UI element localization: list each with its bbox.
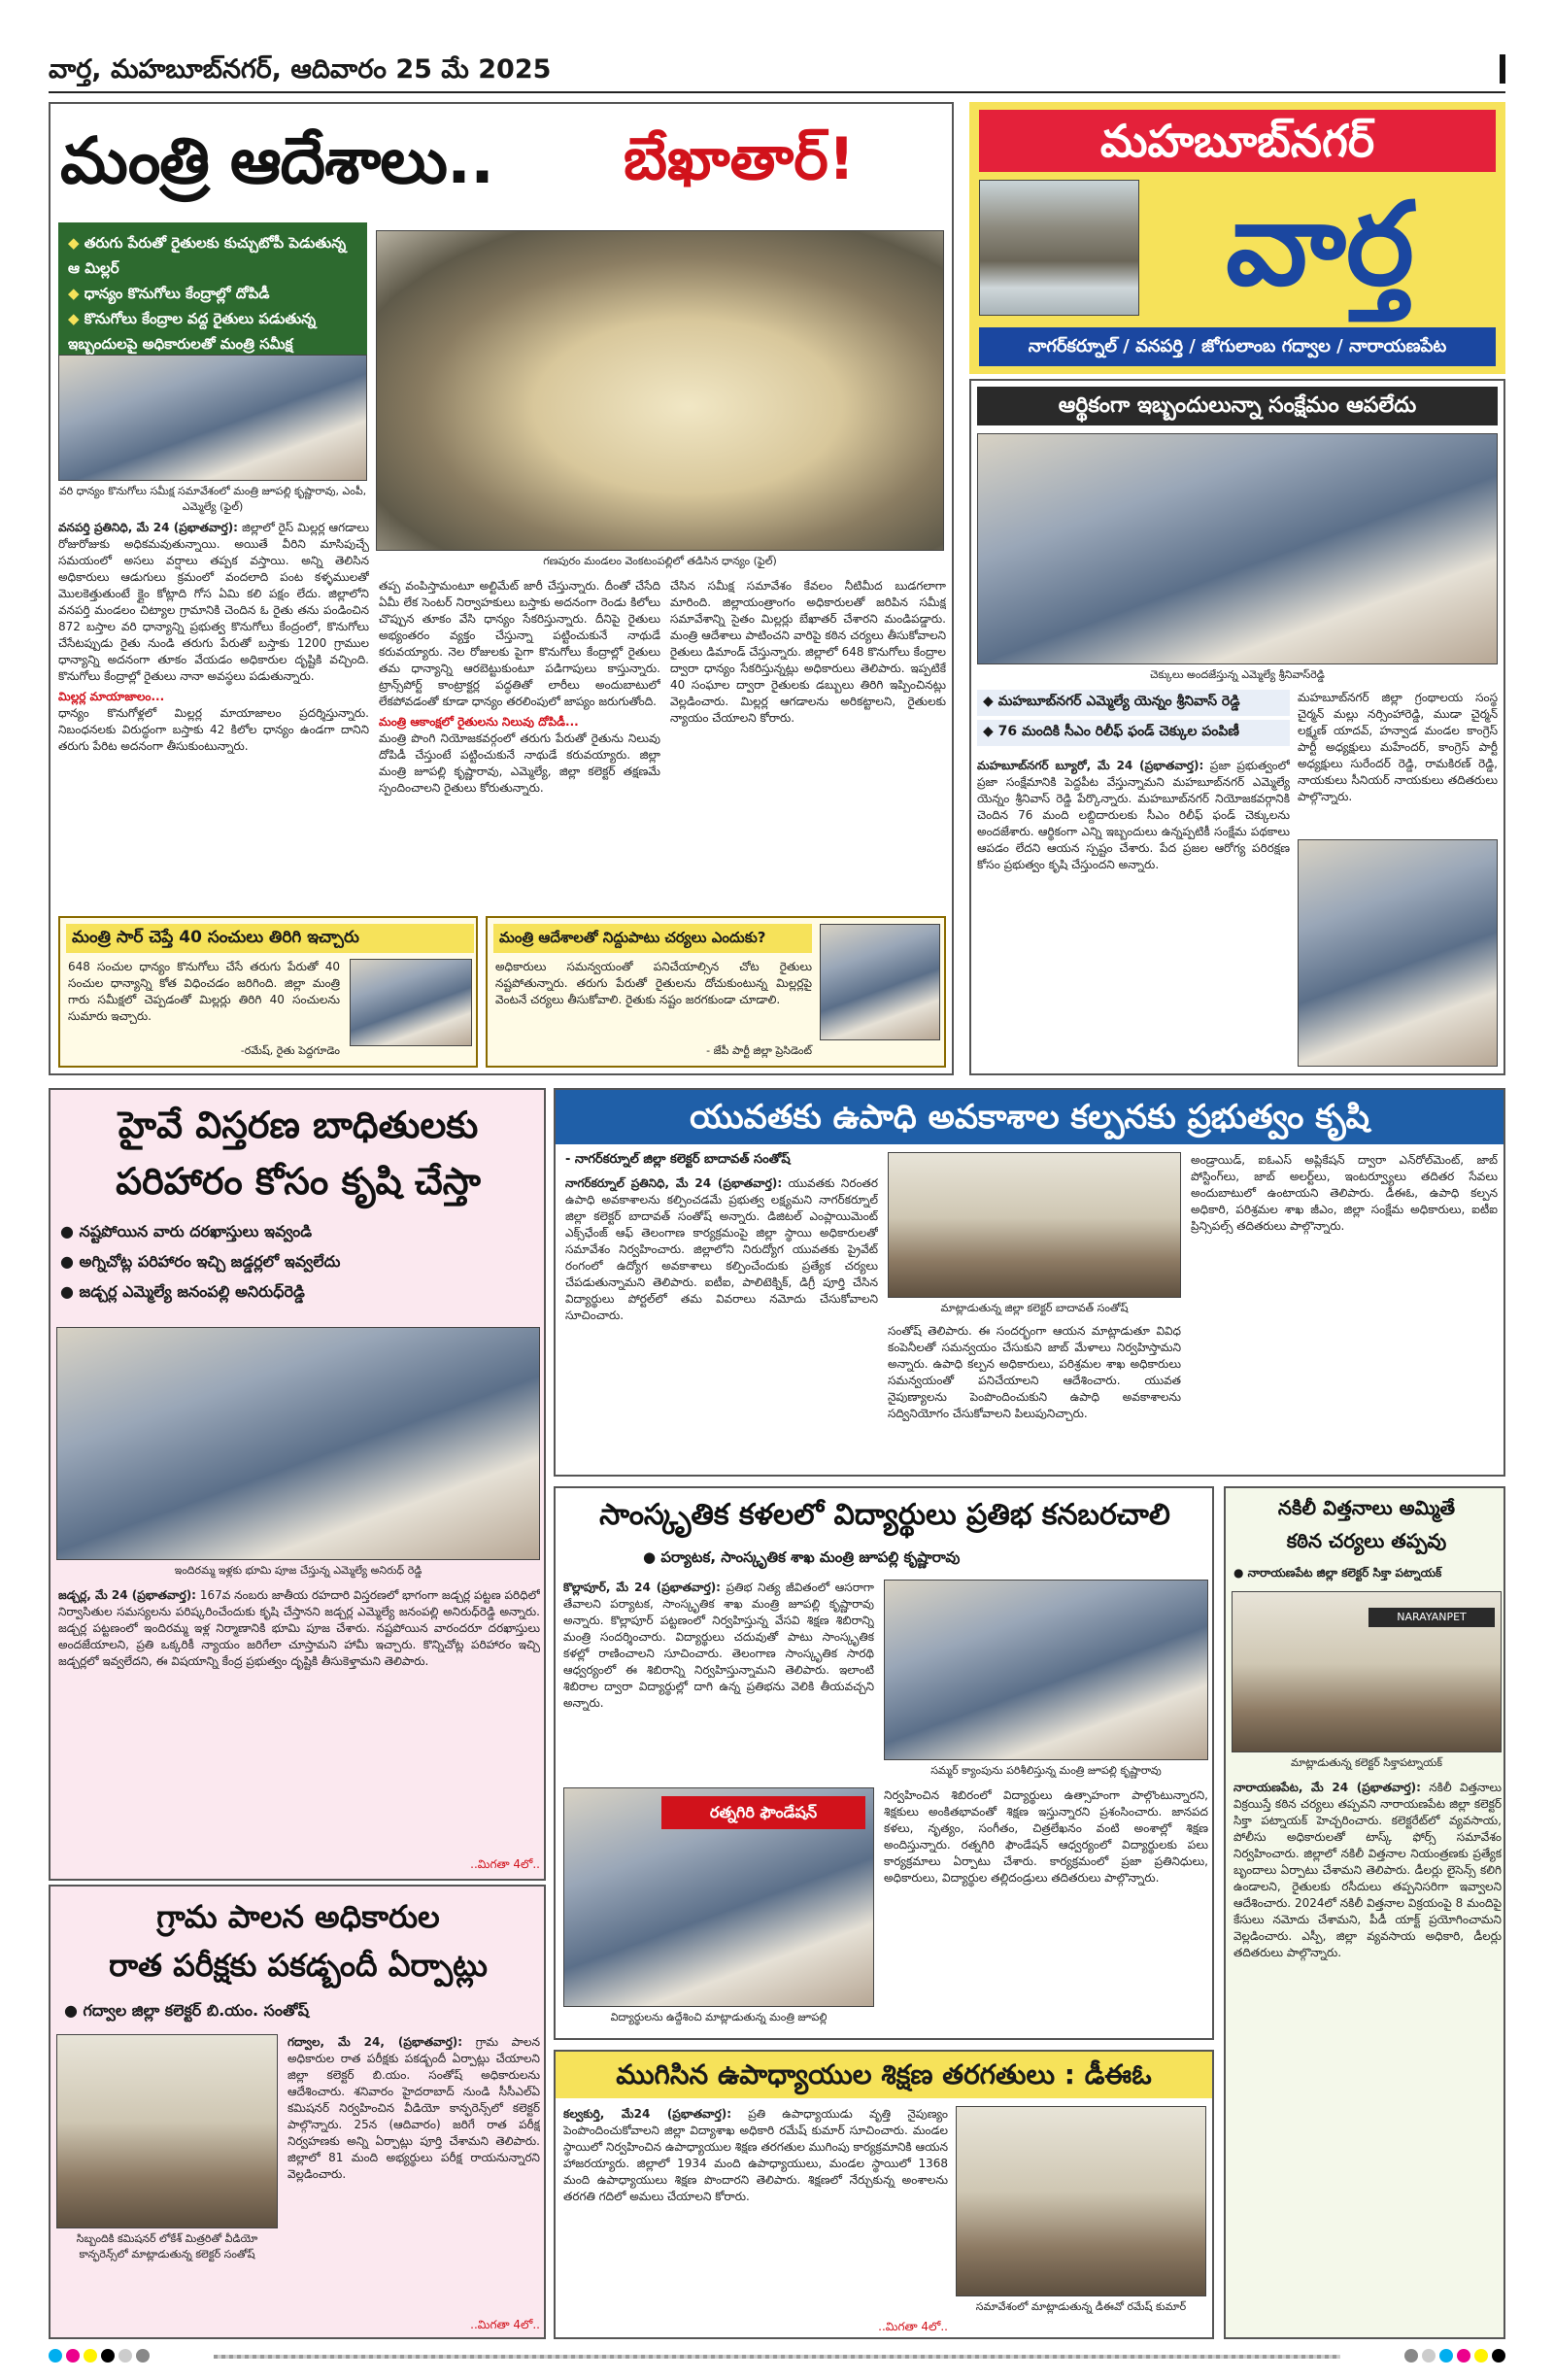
story6-photo-camp bbox=[884, 1580, 1208, 1760]
story6-bullet: ● పర్యాటక, సాంస్కృతిక శాఖ మంత్రి జూపల్లి కృష్ణారావు bbox=[643, 1548, 961, 1566]
story4-text: గ్రామ పాలన అధికారుల రాత పరీక్షకు పకడ్బందీ ఏర్పాట్లు చేయాలని జిల్లా కలెక్టర్ బి.యం. సంతోష్ అధికారులను ఆదేశించారు. శనివారం హైదరాబాద్ నుండి సీసీఎల్ఏ కమిషనర్ నిర్వహించిన వీడియో కాన్ఫరెన్స్‌లో కలెక్టర్ పాల్గొన్నారు. 25న (ఆదివారం) జరిగే రాత పరీక్ష నిర్వహణకు అన్ని ఏర్పాట్లు పూర్తి చేశామని తెలిపారు. జిల్లాలో 81 మంది అభ్యర్థులు పరీక్ష రాయనున్నారని వెల్లడించారు. bbox=[287, 2035, 540, 2181]
supplement-masthead bbox=[969, 102, 1505, 374]
story3-jump: ..మిగతా 4లో.. bbox=[470, 1857, 540, 1871]
story1-col2-text: తప్ప వంపిస్తామంటూ అల్టిమేట్ జారీ చేస్తున్నారు. దీంతో చేసేది ఏమీ లేక సెంటర్ నిర్వాహకులు బస్తాకు అదనంగా రెండు కిలోలు చొప్పున తూకం వేసి ధాన్యం సేకరిస్తున్నారు. దీనిపై రైతులు అభ్యంతరం వ్యక్తం చేస్తున్నా పట్టించుకునే నాథుడే కరువయ్యారు. నెల రోజులకు పైగా కొనుగోలు కేంద్రాల్లో రైతులు తమ ధాన్యాన్ని ఆరబెట్టుకుంటూ పడిగాపులు కాస్తున్నారు. ట్రాన్స్‌పోర్ట్ కాంట్రాక్టర్ల పద్ధతితో లారీలు అందుబాటులో లేకపోవడంతో కూడా ధాన్యం తరలింపులో జాప్యం జరుగుతోంది. bbox=[379, 579, 660, 708]
story2-column-2: మహబూబ్‌నగర్ జిల్లా గ్రంథాలయ సంస్థ చైర్మన్ మల్లు నర్సింహారెడ్డి, ముడా చైర్మన్ లక్ష్మణ్ యాదవ్, హన్వాడ మండల కాంగ్రెస్ పార్టీ అధ్యక్షులు మహేందర్, కాంగ్రెస్ పార్టీ అధ్యక్షులు సురేందర్ రెడ్డి, రామకిరణ్ రెడ్డి, నాయకులు సీనియర్ నాయకులు తదితరులు పాల్గొన్నారు. bbox=[1298, 691, 1498, 803]
story1-column-1 bbox=[58, 520, 369, 904]
quote2-text: అధికారులు సమన్వయంతో పనిచేయాల్సిన చోట రైతులు నష్టపోతున్నారు. తరుగు పేరుతో రైతులను దోచుకుంటున్న మిల్లర్లపై వెంటనే చర్యలు తీసుకోవాలి. రైతుకు నష్టం జరగకుండా చూడాలి. bbox=[495, 960, 812, 1006]
story6-headline: సాంస్కృతిక కళలలో విద్యార్థులు ప్రతిభ కనబరచాలి bbox=[599, 1498, 1170, 1532]
reg-dot-cyan bbox=[49, 2349, 62, 2363]
story5-column-1 bbox=[565, 1175, 878, 1467]
quote2-signature: - జేపీ పార్టీ జిల్లా ప్రెసిడెంట్ bbox=[706, 1044, 812, 1057]
story8-dateline: నారాయణపేట, మే 24 (ప్రభాతవార్త): bbox=[1233, 1781, 1421, 1794]
story1-bullet-3: ◆ కొనుగోలు కేంద్రాల వద్ద రైతులు పడుతున్న ఇబ్బందులపై అధికారులతో మంత్రి సమీక్ష bbox=[68, 310, 317, 353]
story5-photo-caption: మాట్లాడుతున్న జిల్లా కలెక్టర్ బాదావత్ సంతోష్ bbox=[940, 1302, 1129, 1314]
story4-bullet: ● గద్వాల జిల్లా కలెక్టర్ బి.యం. సంతోష్ bbox=[64, 2001, 309, 2020]
page-masthead bbox=[49, 49, 1505, 93]
story4-photo bbox=[56, 2034, 278, 2228]
story5-photo bbox=[888, 1152, 1181, 1298]
story1-photo-grain bbox=[376, 230, 944, 551]
story6-column-1 bbox=[563, 1580, 874, 1780]
story5-column-2: సంతోష్ తెలిపారు. ఈ సందర్భంగా ఆయన మాట్లాడుతూ వివిధ కంపెనీలతో సమన్వయం చేసుకుని జాబ్ మేళాలు నిర్వహిస్తామని అన్నారు. ఉపాధి కల్పన అధికారులు, పరిశ్రమల శాఖ అధికారులు సమన్వయంతో పనిచేయాలని ఆదేశించారు. యువత నైపుణ్యాలను పెంపొందించుకుని ఉపాధి అవకాశాలను సద్వినియోగం చేసుకోవాలని పిలుపునిచ్చారు. bbox=[888, 1324, 1181, 1420]
story-welfare bbox=[969, 379, 1505, 1075]
story1-col1-text: జిల్లాలో రైస్ మిల్లర్ల ఆగడాలు రోజురోజుకు అధికమవుతున్నాయి. అయితే వీరిని మాసిపుచ్చే సమయంలో అసలు వర్షాలు తప్పక వస్తాయి. అన్ని తెలిసిన అధికారులు ఆడుగులు క్రమంలో వందలాది పంట కళ్ళములతో మొలకెత్తుతుంటే క్లైం కోట్లాది గోస ఏమి కలి పక్షం లేదు. జిల్లాలోని వనపర్తి మండలం చిట్యాల గ్రామానికి చెందిన ఓ రైతు తను పండించిన 872 బస్తాల వరి ధాన్యాన్ని ప్రభుత్వ కొనుగోలు కేంద్రంలో, కొనుగోలు చేసేటప్పుడు రైతు నుండి తరుగు పేరుతో బస్తాకు 1200 గ్రాముల ధాన్యాన్ని అదనంగా తూకం వేయడం అధికారుల దృష్టికి వచ్చింది. కొనుగోలు కేంద్రాల్లో రైతులు నానా అవస్థలు పడుతున్నారు. bbox=[58, 521, 369, 683]
story-fake-seeds bbox=[1224, 1486, 1505, 2339]
reg-dot-dark-grey-r bbox=[1404, 2349, 1418, 2363]
story3-body bbox=[58, 1587, 540, 1855]
story4-photo-caption: సిబ్బందికి కమిషనర్ లోకేశ్ మిత్రరితో వీడియో కాన్ఫరెన్స్‌లో మాట్లాడుతున్న కలెక్టర్ సంతోష్ bbox=[76, 2232, 258, 2261]
reg-dot-dark-grey bbox=[136, 2349, 150, 2363]
quote1-title: మంత్రి సార్ చెప్తే 40 సంచులు తిరిగి ఇచ్చారు bbox=[66, 924, 474, 953]
story1-col1-subhead: మిల్లర్ల మాయాజాలం... bbox=[58, 690, 165, 703]
story3-dateline: జడ్చర్ల, మే 24 (ప్రభాతవార్త): bbox=[58, 1588, 196, 1602]
story6-photo2-caption: సమ్మర్ క్యాంపును పరిశీలిస్తున్న మంత్రి జూపల్లి కృష్ణారావు bbox=[930, 1764, 1162, 1777]
reg-dot-grey-r bbox=[1422, 2349, 1436, 2363]
story4-body bbox=[287, 2034, 540, 2267]
story3-headline-line2: పరిహారం కోసం కృషి చేస్తా bbox=[116, 1160, 481, 1203]
story-village-exam bbox=[49, 1885, 546, 2339]
story8-headline-line2: కఠిన చర్యలు తప్పవు bbox=[1286, 1529, 1447, 1552]
story2-photo-cheques bbox=[977, 433, 1498, 664]
story6-photo1-caption: విద్యార్థులను ఉద్దేశించి మాట్లాడుతున్న మంత్రి జూపల్లి bbox=[610, 2011, 828, 2023]
story8-photo-sign: NARAYANPET bbox=[1368, 1608, 1495, 1627]
story1-column-2 bbox=[379, 578, 660, 928]
story7-headline: ముగిసిన ఉపాధ్యాయుల శిక్షణ తరగతులు : డీఈఓ bbox=[556, 2052, 1212, 2098]
story3-photo bbox=[56, 1327, 540, 1560]
story1-col2b-text: మంత్రి పొంగి నియోజకవర్గంలో తరుగు పేరుతో రైతును నిలువు దోపిడీ చేస్తుంటే పట్టించుకునే నాథుడే కరువయ్యారు. జిల్లా మంత్రి జూపల్లి కృష్ణారావు, ఎమ్మెల్యే, జిల్లా కలెక్టర్ తక్షణమే స్పందించాలని రైతులు కోరుతున్నారు. bbox=[379, 731, 660, 795]
story2-bullet-1: ◆ మహబూబ్‌నగర్ ఎమ్మెల్యే యెన్నం శ్రీనివాస్ రెడ్డి bbox=[977, 690, 1290, 716]
story4-headline-line2: రాత పరీక్షకు పకడ్బందీ ఏర్పాట్లు bbox=[109, 1947, 488, 1984]
story7-body bbox=[563, 2106, 948, 2322]
story1-col1b-text: ధాన్యం కొనుగోళ్లలో మిల్లర్ల మాయాజాలం ప్రదర్శిస్తున్నారు. నిబంధనలకు విరుద్ధంగా బస్తాకు 42 కిలోల ధాన్యం ఉండగా దానిని తరుగు పేరిట అదనంగా తీసుకుంటున్నారు. bbox=[58, 706, 369, 753]
reg-dot-black-r bbox=[1492, 2349, 1505, 2363]
story4-dateline: గద్వాల, మే 24, (ప్రభాతవార్త): bbox=[287, 2035, 463, 2049]
story5-dateline: నాగర్‌కర్నూల్ ప్రతినిధి, మే 24 (ప్రభాతవార్త): bbox=[565, 1176, 783, 1190]
story1-dateline: వనపర్తి ప్రతినిధి, మే 24 (ప్రభాతవార్త): bbox=[58, 521, 238, 534]
story1-bullet-1: ◆ తరుగు పేరుతో రైతులకు కుచ్చుటోపీ పెడుతున్న ఆ మిల్లర్ bbox=[68, 234, 347, 277]
reg-dot-grey bbox=[118, 2349, 132, 2363]
supplement-title-big: వార్త bbox=[1226, 177, 1414, 311]
story1-leader-quote bbox=[486, 916, 946, 1068]
story8-body bbox=[1233, 1780, 1502, 2329]
story3-bullet-1: ● నష్టపోయిన వారు దరఖాస్తులు ఇవ్వండి bbox=[60, 1222, 313, 1241]
story1-photo1-caption: వరి ధాన్యం కొనుగోలు సమీక్ష సమావేశంలో మంత్రి జూపల్లి కృష్ణారావు, ఎంపీ, ఎమ్మెల్యే (ఫైల్) bbox=[58, 485, 367, 513]
story2-dateline: మహబూబ్‌నగర్ బ్యూరో, మే 24 (ప్రభాతవార్త): bbox=[977, 759, 1204, 772]
story1-headline-left: మంత్రి ఆదేశాలు.. bbox=[60, 123, 494, 198]
supplement-title-top: మహబూబ్‌నగర్ bbox=[979, 110, 1496, 172]
story1-column-3: చేసిన సమీక్ష సమావేశం కేవలం నీటిమీద బుడగలాగా మారింది. జిల్లాయంత్రాంగం అధికారులతో జరిపిన సమీక్ష సమావేశాన్ని సైతం మిల్లర్లు బేఖాతర్ చేశారని మండిపడ్డారు. మంత్రి ఆదేశాలు పాటించని వారిపై కఠిన చర్యలు తీసుకోవాలని రైతులు డిమాండ్ చేస్తున్నారు. జిల్లాలో 648 కొనుగోలు కేంద్రాల ద్వారా ధాన్యం సేకరిస్తున్నట్లు అధికారులు తెలిపారు. ఇప్పటికే 40 సంఘాల ద్వారా రైతులకు డబ్బులు తిరిగి ఇప్పించినట్లు వెల్లడించారు. మిల్లర్ల ఆగడాలను అరికట్టాలని, రైతులకు న్యాయం చేయాలని కోరారు. bbox=[670, 579, 946, 725]
story-minister-orders bbox=[49, 102, 954, 1075]
reg-dot-magenta bbox=[66, 2349, 80, 2363]
quote2-photo bbox=[820, 924, 940, 1040]
quote1-signature: -రమేష్, రైతు పెద్దగూడెం bbox=[240, 1044, 340, 1057]
story5-column-3: అండ్రాయిడ్, ఐఓఎస్ అప్లికేషన్ ద్వారా ఎన్‌రోల్‌మెంట్, జాబ్ పోస్టింగ్‌లు, జాబ్ అలర్ట్‌లు, ఇంటర్వ్యూలు తదితర సేవలు అందుబాటులో ఉంటాయని తెలిపారు. డీఈఓ, ఉపాధి కల్పన అధికారి, పరిశ్రమల శాఖ జీఎం, జిల్లా సంక్షేమ అధికారులు, ఐటీఐ ప్రిన్సిపల్స్ తదితరులు పాల్గొన్నారు. bbox=[1191, 1153, 1498, 1233]
reg-dot-yellow-r bbox=[1474, 2349, 1488, 2363]
story-teacher-training bbox=[554, 2050, 1214, 2339]
reg-dot-cyan-r bbox=[1439, 2349, 1453, 2363]
story5-subhead: - నాగర్‌కర్నూల్ జిల్లా కలెక్టర్ బాదావత్ సంతోష్ bbox=[565, 1152, 791, 1167]
story7-photo bbox=[956, 2106, 1206, 2296]
story8-text: నకిలీ విత్తనాలు విక్రయిస్తే కఠిన చర్యలు తప్పవని నారాయణపేట జిల్లా కలెక్టర్ సిక్తా పట్నాయక్ హెచ్చరించారు. కలెక్టరేట్‌లో వ్యవసాయ, పోలీసు అధికారులతో టాస్క్ ఫోర్స్ సమావేశం నిర్వహించారు. జిల్లాలో నకిలీ విత్తనాల నియంత్రణకు ప్రత్యేక బృందాలు ఏర్పాటు చేశామని తెలిపారు. డీలర్లు లైసెన్స్ కలిగి ఉండాలని, రైతులకు రసీదులు తప్పనిసరిగా ఇవ్వాలని ఆదేశించారు. 2024లో నకిలీ విత్తనాల విక్రయంపై 8 మందిపై కేసులు నమోదు చేశామని, పీడీ యాక్ట్ ప్రయోగించామని వెల్లడించారు. ఎస్పీ, జిల్లా వ్యవసాయ అధికారి, డీలర్లు తదితరులు పాల్గొన్నారు. bbox=[1233, 1781, 1502, 1959]
story1-photo2-caption: గణపురం మండలం వెంకటంపల్లిలో తడిసిన ధాన్యం (ఫైల్) bbox=[543, 555, 777, 567]
reg-dot-black bbox=[101, 2349, 115, 2363]
story-highway-compensation bbox=[49, 1088, 546, 1881]
masthead-dateline: వార్త, మహబూబ్‌నగర్, ఆదివారం 25 మే 2025 bbox=[49, 54, 552, 85]
quote1-text: 648 సంచుల ధాన్యం కొనుగోలు చేసే తరుగు పేరుతో 40 సంచుల ధాన్యాన్ని కోత విధించడం జరిగింది. జిల్లా మంత్రి గారు సమీక్షలో చెప్పడంతో మిల్లర్లు తిరిగి 40 సంచులను సుమారు ఇచ్చారు. bbox=[68, 960, 340, 1023]
story2-col1-text: ప్రజా ప్రభుత్వంలో ప్రజా సంక్షేమానికి పెద్దపీట వేస్తున్నామని మహబూబ్‌నగర్ ఎమ్మెల్యే యెన్నం శ్రీనివాస్ రెడ్డి పేర్కొన్నారు. మహబూబ్‌నగర్ నియోజకవర్గానికి చెందిన 76 మంది లబ్దిదారులకు సీఎం రిలీఫ్ ఫండ్ చెక్కులను అందజేశారు. ఆర్థికంగా ఎన్ని ఇబ్బందులు ఉన్నప్పటికీ సంక్షేమ పథకాలు ఆపడం లేదని ఆయన స్పష్టం చేశారు. పేద ప్రజల ఆరోగ్య పరిరక్షణ కోసం ప్రభుత్వం కృషి చేస్తుందని అన్నారు. bbox=[977, 759, 1290, 871]
masthead-marker bbox=[1500, 54, 1505, 84]
quote2-title: మంత్రి ఆదేశాలతో నిద్దుపాటు చర్యలు ఎందుకు? bbox=[493, 924, 812, 953]
story2-column-1 bbox=[977, 758, 1290, 1069]
story2-photo-group bbox=[1298, 839, 1498, 1067]
story7-dateline: కల్వకుర్తి, మే24 (ప్రభాతవార్త): bbox=[563, 2107, 732, 2121]
story1-bullet-2: ◆ ధాన్యం కొనుగోలు కేంద్రాల్లో దోపిడీ bbox=[68, 285, 270, 302]
story7-jump: ..మిగతా 4లో.. bbox=[878, 2320, 948, 2333]
quote1-photo bbox=[350, 959, 472, 1046]
story7-text: ప్రతి ఉపాధ్యాయుడు వృత్తి నైపుణ్యం పెంపొందించుకోవాలని జిల్లా విద్యాశాఖ అధికారి రమేష్ కుమార్ సూచించారు. మండల స్థాయిలో నిర్వహించిన ఉపాధ్యాయుల శిక్షణ తరగతుల ముగింపు కార్యక్రమానికి ఆయన హాజరయ్యారు. జిల్లాలో 1934 మంది ఉపాధ్యాయులు, మండల స్థాయిలో 1368 మంది ఉపాధ్యాయులు శిక్షణ పొందారని తెలిపారు. శిక్షణలో నేర్చుకున్న అంశాలను తరగతి గదిలో అమలు చేయాలని కోరారు. bbox=[563, 2107, 948, 2203]
supplement-districts: నాగర్‌కర్నూల్ / వనపర్తి / జోగులాంబ గద్వాల / నారాయణపేట bbox=[979, 327, 1496, 366]
story7-photo-caption: సమావేశంలో మాట్లాడుతున్న డీఈవో రమేష్ కుమార్ bbox=[975, 2300, 1187, 2313]
reg-dot-magenta-r bbox=[1457, 2349, 1470, 2363]
story3-bullets bbox=[60, 1222, 538, 1319]
reg-dot-yellow bbox=[84, 2349, 97, 2363]
supplement-dam-photo bbox=[979, 180, 1139, 316]
story3-headline-line1: హైవే విస్తరణ బాధితులకు bbox=[118, 1104, 479, 1146]
story-youth-employment bbox=[554, 1088, 1505, 1477]
footer-registration-marks bbox=[49, 2349, 1505, 2364]
story2-headline: ఆర్థికంగా ఇబ్బందులున్నా సంక్షేమం ఆపలేదు bbox=[977, 387, 1498, 425]
story4-jump: ..మిగతా 4లో.. bbox=[470, 2318, 540, 2331]
story6-col1-text: ప్రతిభ నిత్య జీవితంలో ఆసరాగా తేవాలని పర్యాటక, సాంస్కృతిక శాఖ మంత్రి జూపల్లి కృష్ణారావు అన్నారు. కొల్లాపూర్ పట్టణంలో నిర్వహిస్తున్న వేసవి శిక్షణ శిబిరాన్ని మంత్రి సందర్శించారు. విద్యార్థులు చదువుతో పాటు సాంస్కృతిక కళల్లో రాణించాలని సూచించారు. తెలంగాణ సాంస్కృతిక సారథి ఆధ్వర్యంలో ఈ శిబిరాన్ని నిర్వహిస్తున్నామని తెలిపారు. ఇలాంటి శిబిరాల ద్వారా విద్యార్థుల్లో దాగి ఉన్న ప్రతిభను వెలికి తీయవచ్చని అన్నారు. bbox=[563, 1581, 874, 1710]
story5-headline: యువతకు ఉపాధి అవకాశాల కల్పనకు ప్రభుత్వం కృషి bbox=[556, 1090, 1503, 1144]
story1-farmer-quote bbox=[58, 916, 478, 1068]
story3-text: 167వ నంబరు జాతీయ రహదారి విస్తరణలో భాగంగా జడ్చర్ల పట్టణ పరిధిలో నిర్వాసితుల సమస్యలను పరిష్కరించేందుకు కృషి చేస్తానని జడ్చర్ల ఎమ్మెల్యే జనంపల్లి అనిరుధ్‌రెడ్డి అన్నారు. జడ్చర్ల పట్టణంలో ఇందిరమ్మ ఇళ్ల నిర్మాణానికి భూమి పూజ చేశారు. నష్టపోయిన వారందరూ దరఖాస్తులు అందజేయాలని, ప్రతి ఒక్కరికీ న్యాయం జరిగేలా చూస్తామని హామీ ఇచ్చారు. కొన్నిచోట్ల పరిహారం ఇచ్చి జడ్చర్లలో ఇవ్వలేదని, ఈ విషయాన్ని కేంద్ర ప్రభుత్వం దృష్టికి తీసుకెళ్తామని తెలిపారు. bbox=[58, 1588, 540, 1668]
story4-headline-line1: గ్రామ పాలన అధికారుల bbox=[156, 1898, 440, 1935]
story8-bullet: ● నారాయణపేట జిల్లా కలెక్టర్ సిక్తా పట్నాయక్ bbox=[1233, 1566, 1442, 1580]
story6-column-2: నిర్వహించిన శిబిరంలో విద్యార్థులు ఉత్సాహంగా పాల్గొంటున్నారని, శిక్షకులు అంకితభావంతో శిక్షణ ఇస్తున్నారని ప్రశంసించారు. జానపద కళలు, నృత్యం, సంగీతం, చిత్రలేఖనం వంటి అంశాల్లో శిక్షణ అందిస్తున్నారు. రత్నగిరి ఫౌండేషన్ ఆధ్వర్యంలో విద్యార్థులకు పలు కార్యక్రమాలు ఏర్పాటు చేశారు. కార్యక్రమంలో ప్రజా ప్రతినిధులు, అధికారులు, విద్యార్థుల తల్లిదండ్రులు తదితరులు పాల్గొన్నారు. bbox=[884, 1788, 1208, 1885]
story1-headline-right: బేఖాతార్! bbox=[624, 125, 856, 193]
story2-bullet-2: ◆ 76 మందికి సీఎం రిలీఫ్ ఫండ్ చెక్కుల పంపిణీ bbox=[977, 720, 1290, 746]
story3-photo-caption: ఇందిరమ్మ ఇళ్లకు భూమి పూజ చేస్తున్న ఎమ్మెల్యే అనిరుధ్ రెడ్డి bbox=[174, 1564, 422, 1577]
story3-bullet-2: ● అగ్నిచోట్ల పరిహారం ఇచ్చి జడ్డర్లలో ఇవ్వలేదు bbox=[60, 1252, 341, 1271]
story6-dateline: కొల్లాపూర్, మే 24 (ప్రభాతవార్త): bbox=[563, 1581, 721, 1594]
story2-bullets bbox=[977, 690, 1290, 748]
story3-bullet-3: ● జడ్చర్ల ఎమ్మెల్యే జనంపల్లి అనిరుధ్‌రెడ్డి bbox=[60, 1282, 305, 1301]
story6-photo-minister bbox=[563, 1787, 874, 2007]
story1-photo-meeting bbox=[58, 355, 367, 481]
story8-photo bbox=[1232, 1591, 1502, 1752]
footer-line bbox=[214, 2355, 1340, 2359]
story-cultural-arts bbox=[554, 1486, 1214, 2040]
story1-col2-subhead: మంత్రి ఆకాంక్షలో రైతులను నిలువు దోపిడీ... bbox=[379, 715, 579, 729]
story5-col1-text: యువతకు నిరంతర ఉపాధి అవకాశాలను కల్పించడమే ప్రభుత్వ లక్ష్యమని నాగర్‌కర్నూల్ జిల్లా కలెక్టర్ బాదావత్ సంతోష్ అన్నారు. డిజిటల్ ఎంప్లాయిమెంట్ ఎక్స్‌ఛేంజ్ ఆఫ్ తెలంగాణ కార్యక్రమంపై జిల్లా స్థాయి అధికారులతో సమావేశం నిర్వహించారు. జిల్లాలోని నిరుద్యోగ యువతకు ప్రైవేట్ రంగంలో ఉద్యోగ అవకాశాలు కల్పించేందుకు ప్రత్యేక చర్యలు చేపడుతున్నామని తెలిపారు. ఐటీఐ, పాలిటెక్నిక్, డిగ్రీ పూర్తి చేసిన విద్యార్థులు పోర్టల్‌లో తమ వివరాలు నమోదు చేసుకోవాలని సూచించారు. bbox=[565, 1176, 878, 1322]
story8-headline-line1: నకిలీ విత్తనాలు అమ్మితే bbox=[1277, 1496, 1456, 1519]
story8-photo-caption: మాట్లాడుతున్న కలెక్టర్ సిక్తాపట్నాయక్ bbox=[1291, 1756, 1442, 1769]
story2-photo1-caption: చెక్కులు అందజేస్తున్న ఎమ్మెల్యే శ్రీనివాస్‌రెడ్డి bbox=[1150, 668, 1325, 681]
story6-banner: రత్నగిరి ఫౌండేషన్ bbox=[661, 1796, 865, 1829]
story4-body-cont bbox=[58, 2271, 540, 2320]
